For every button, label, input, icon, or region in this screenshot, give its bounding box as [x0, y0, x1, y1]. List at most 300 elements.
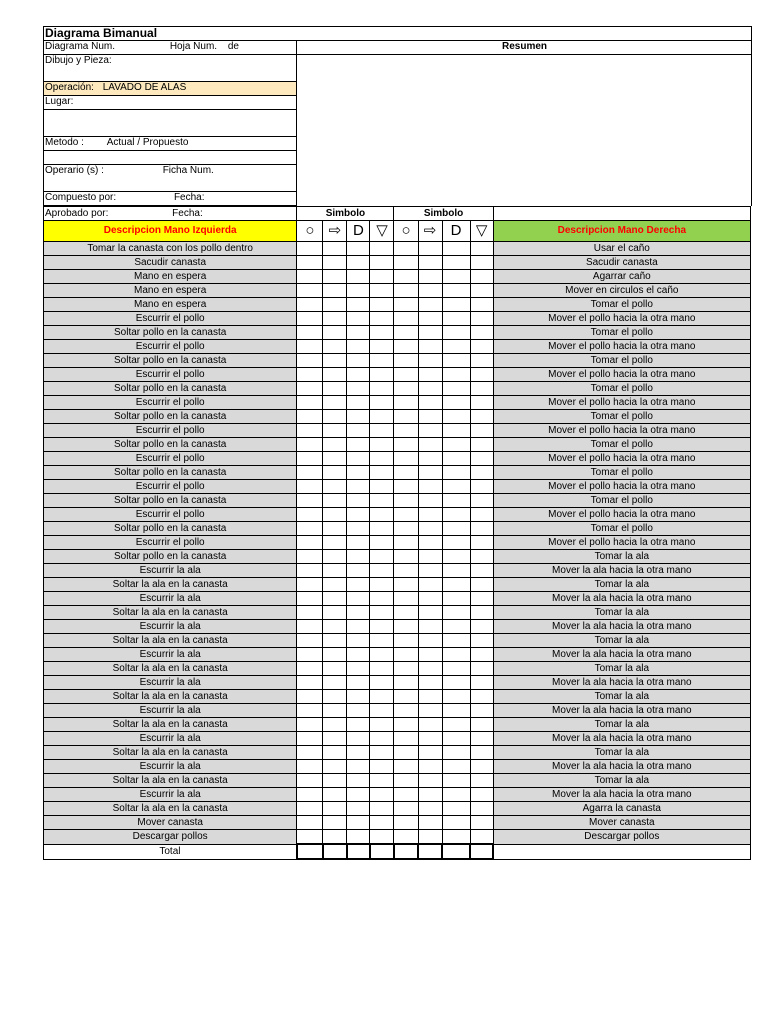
symbol-cell[interactable] [297, 438, 323, 452]
symbol-cell[interactable] [370, 480, 394, 494]
symbol-cell[interactable] [297, 788, 323, 802]
symbol-cell[interactable] [418, 396, 442, 410]
right-hand-description[interactable]: Tomar el pollo [493, 326, 750, 340]
symbol-cell[interactable] [470, 256, 493, 270]
symbol-cell[interactable] [442, 494, 470, 508]
symbol-cell[interactable] [394, 410, 418, 424]
symbol-cell[interactable] [347, 704, 370, 718]
symbol-cell[interactable] [323, 662, 347, 676]
symbol-cell[interactable] [323, 396, 347, 410]
symbol-cell[interactable] [442, 606, 470, 620]
symbol-cell[interactable] [347, 592, 370, 606]
symbol-cell[interactable] [418, 438, 442, 452]
symbol-cell[interactable] [418, 312, 442, 326]
symbol-cell[interactable] [297, 620, 323, 634]
left-hand-description[interactable]: Escurrir la ala [44, 564, 297, 578]
symbol-cell[interactable] [470, 466, 493, 480]
total-cell[interactable] [347, 844, 370, 859]
symbol-cell[interactable] [297, 410, 323, 424]
blank-cell-1[interactable] [44, 110, 297, 137]
symbol-cell[interactable] [347, 564, 370, 578]
symbol-cell[interactable] [442, 242, 470, 256]
symbol-cell[interactable] [394, 396, 418, 410]
left-hand-description[interactable]: Soltar pollo en la canasta [44, 382, 297, 396]
symbol-cell[interactable] [442, 270, 470, 284]
left-hand-description[interactable]: Sacudir canasta [44, 256, 297, 270]
total-cell[interactable] [297, 844, 323, 859]
symbol-cell[interactable] [347, 536, 370, 550]
right-hand-description[interactable]: Mover canasta [493, 816, 750, 830]
symbol-cell[interactable] [370, 718, 394, 732]
symbol-cell[interactable] [418, 732, 442, 746]
symbol-cell[interactable] [297, 382, 323, 396]
symbol-cell[interactable] [470, 732, 493, 746]
right-hand-description[interactable]: Mover la ala hacia la otra mano [493, 564, 750, 578]
symbol-cell[interactable] [297, 648, 323, 662]
symbol-cell[interactable] [442, 452, 470, 466]
symbol-cell[interactable] [418, 298, 442, 312]
right-hand-description[interactable]: Sacudir canasta [493, 256, 750, 270]
symbol-cell[interactable] [323, 760, 347, 774]
symbol-cell[interactable] [442, 690, 470, 704]
symbol-cell[interactable] [418, 760, 442, 774]
symbol-cell[interactable] [442, 676, 470, 690]
symbol-cell[interactable] [418, 606, 442, 620]
symbol-cell[interactable] [323, 480, 347, 494]
symbol-cell[interactable] [297, 396, 323, 410]
symbol-cell[interactable] [470, 634, 493, 648]
left-hand-description[interactable]: Soltar la ala en la canasta [44, 578, 297, 592]
symbol-cell[interactable] [297, 774, 323, 788]
symbol-cell[interactable] [323, 410, 347, 424]
right-hand-description[interactable]: Tomar el pollo [493, 494, 750, 508]
symbol-cell[interactable] [418, 480, 442, 494]
symbol-cell[interactable] [394, 606, 418, 620]
symbol-cell[interactable] [297, 676, 323, 690]
symbol-cell[interactable] [470, 438, 493, 452]
symbol-cell[interactable] [442, 578, 470, 592]
symbol-cell[interactable] [297, 312, 323, 326]
symbol-cell[interactable] [418, 816, 442, 830]
symbol-cell[interactable] [442, 592, 470, 606]
symbol-cell[interactable] [470, 242, 493, 256]
left-hand-description[interactable]: Soltar pollo en la canasta [44, 354, 297, 368]
symbol-cell[interactable] [323, 298, 347, 312]
symbol-cell[interactable] [370, 578, 394, 592]
symbol-cell[interactable] [370, 592, 394, 606]
symbol-cell[interactable] [370, 270, 394, 284]
symbol-cell[interactable] [394, 424, 418, 438]
operator-cell[interactable] [44, 165, 297, 192]
symbol-cell[interactable] [418, 494, 442, 508]
symbol-cell[interactable] [370, 704, 394, 718]
method-cell[interactable] [44, 137, 297, 151]
left-hand-description[interactable]: Soltar pollo en la canasta [44, 438, 297, 452]
symbol-cell[interactable] [323, 620, 347, 634]
symbol-cell[interactable] [394, 634, 418, 648]
symbol-cell[interactable] [394, 494, 418, 508]
symbol-cell[interactable] [323, 326, 347, 340]
symbol-cell[interactable] [394, 298, 418, 312]
left-hand-description[interactable]: Soltar la ala en la canasta [44, 718, 297, 732]
left-hand-description[interactable]: Soltar la ala en la canasta [44, 634, 297, 648]
symbol-cell[interactable] [297, 690, 323, 704]
right-hand-description[interactable]: Tomar la ala [493, 746, 750, 760]
left-hand-description[interactable]: Soltar la ala en la canasta [44, 802, 297, 816]
symbol-cell[interactable] [370, 788, 394, 802]
right-hand-description[interactable]: Tomar la ala [493, 718, 750, 732]
symbol-cell[interactable] [297, 340, 323, 354]
right-hand-description[interactable]: Tomar la ala [493, 550, 750, 564]
symbol-cell[interactable] [470, 480, 493, 494]
symbol-cell[interactable] [470, 354, 493, 368]
symbol-cell[interactable] [418, 676, 442, 690]
symbol-cell[interactable] [297, 494, 323, 508]
symbol-cell[interactable] [323, 690, 347, 704]
left-hand-description[interactable]: Tomar la canasta con los pollo dentro [44, 242, 297, 256]
symbol-cell[interactable] [394, 382, 418, 396]
symbol-cell[interactable] [442, 802, 470, 816]
left-hand-description[interactable]: Escurrir el pollo [44, 452, 297, 466]
right-hand-description[interactable]: Tomar la ala [493, 578, 750, 592]
symbol-cell[interactable] [418, 592, 442, 606]
symbol-cell[interactable] [442, 396, 470, 410]
symbol-cell[interactable] [470, 396, 493, 410]
symbol-cell[interactable] [418, 830, 442, 845]
left-hand-description[interactable]: Escurrir la ala [44, 592, 297, 606]
left-hand-description[interactable]: Soltar la ala en la canasta [44, 606, 297, 620]
symbol-cell[interactable] [297, 536, 323, 550]
symbol-cell[interactable] [347, 746, 370, 760]
symbol-cell[interactable] [470, 298, 493, 312]
right-hand-description[interactable]: Tomar el pollo [493, 298, 750, 312]
symbol-cell[interactable] [347, 284, 370, 298]
symbol-cell[interactable] [347, 648, 370, 662]
symbol-cell[interactable] [470, 578, 493, 592]
symbol-cell[interactable] [394, 256, 418, 270]
symbol-cell[interactable] [323, 564, 347, 578]
symbol-cell[interactable] [470, 382, 493, 396]
symbol-cell[interactable] [394, 690, 418, 704]
right-hand-description[interactable]: Descargar pollos [493, 830, 750, 845]
left-hand-description[interactable]: Escurrir la ala [44, 760, 297, 774]
left-hand-description[interactable]: Descargar pollos [44, 830, 297, 845]
symbol-cell[interactable] [347, 718, 370, 732]
symbol-cell[interactable] [442, 480, 470, 494]
symbol-cell[interactable] [442, 508, 470, 522]
symbol-cell[interactable] [370, 550, 394, 564]
right-hand-description[interactable]: Tomar el pollo [493, 410, 750, 424]
total-cell[interactable] [394, 844, 418, 859]
symbol-cell[interactable] [297, 508, 323, 522]
left-hand-description[interactable]: Mano en espera [44, 298, 297, 312]
symbol-cell[interactable] [347, 550, 370, 564]
symbol-cell[interactable] [323, 452, 347, 466]
symbol-cell[interactable] [370, 312, 394, 326]
symbol-cell[interactable] [323, 746, 347, 760]
symbol-cell[interactable] [297, 802, 323, 816]
left-hand-description[interactable]: Escurrir la ala [44, 648, 297, 662]
symbol-cell[interactable] [470, 830, 493, 845]
symbol-cell[interactable] [347, 634, 370, 648]
symbol-cell[interactable] [370, 564, 394, 578]
symbol-cell[interactable] [418, 774, 442, 788]
right-hand-description[interactable]: Mover el pollo hacia la otra mano [493, 368, 750, 382]
symbol-cell[interactable] [347, 452, 370, 466]
symbol-cell[interactable] [418, 242, 442, 256]
symbol-cell[interactable] [418, 522, 442, 536]
symbol-cell[interactable] [394, 816, 418, 830]
symbol-cell[interactable] [470, 494, 493, 508]
symbol-cell[interactable] [323, 466, 347, 480]
symbol-cell[interactable] [418, 704, 442, 718]
symbol-cell[interactable] [370, 284, 394, 298]
symbol-cell[interactable] [347, 438, 370, 452]
symbol-cell[interactable] [470, 522, 493, 536]
symbol-cell[interactable] [323, 816, 347, 830]
symbol-cell[interactable] [297, 830, 323, 845]
symbol-cell[interactable] [418, 620, 442, 634]
symbol-cell[interactable] [370, 452, 394, 466]
symbol-cell[interactable] [394, 676, 418, 690]
symbol-cell[interactable] [394, 438, 418, 452]
symbol-cell[interactable] [394, 466, 418, 480]
symbol-cell[interactable] [347, 732, 370, 746]
symbol-cell[interactable] [323, 340, 347, 354]
symbol-cell[interactable] [470, 536, 493, 550]
symbol-cell[interactable] [418, 354, 442, 368]
symbol-cell[interactable] [470, 326, 493, 340]
right-hand-description[interactable]: Mover la ala hacia la otra mano [493, 732, 750, 746]
symbol-cell[interactable] [418, 452, 442, 466]
symbol-cell[interactable] [442, 340, 470, 354]
symbol-cell[interactable] [370, 746, 394, 760]
symbol-cell[interactable] [297, 368, 323, 382]
symbol-cell[interactable] [370, 774, 394, 788]
symbol-cell[interactable] [297, 452, 323, 466]
symbol-cell[interactable] [418, 466, 442, 480]
symbol-cell[interactable] [418, 270, 442, 284]
symbol-cell[interactable] [323, 368, 347, 382]
left-hand-description[interactable]: Escurrir la ala [44, 788, 297, 802]
symbol-cell[interactable] [370, 536, 394, 550]
left-hand-description[interactable]: Escurrir la ala [44, 620, 297, 634]
right-hand-description[interactable]: Mover el pollo hacia la otra mano [493, 312, 750, 326]
right-hand-description[interactable]: Mover el pollo hacia la otra mano [493, 536, 750, 550]
symbol-cell[interactable] [442, 410, 470, 424]
symbol-cell[interactable] [370, 606, 394, 620]
symbol-cell[interactable] [323, 830, 347, 845]
symbol-cell[interactable] [442, 816, 470, 830]
symbol-cell[interactable] [394, 340, 418, 354]
symbol-cell[interactable] [394, 284, 418, 298]
right-hand-description[interactable]: Mover la ala hacia la otra mano [493, 592, 750, 606]
right-hand-description[interactable]: Mover en circulos el caño [493, 284, 750, 298]
symbol-cell[interactable] [323, 704, 347, 718]
symbol-cell[interactable] [470, 802, 493, 816]
symbol-cell[interactable] [470, 746, 493, 760]
left-hand-description[interactable]: Soltar pollo en la canasta [44, 522, 297, 536]
symbol-cell[interactable] [370, 648, 394, 662]
symbol-cell[interactable] [470, 452, 493, 466]
right-hand-description[interactable]: Tomar la ala [493, 606, 750, 620]
symbol-cell[interactable] [347, 410, 370, 424]
right-hand-description[interactable]: Tomar la ala [493, 774, 750, 788]
right-hand-description[interactable]: Agarrar caño [493, 270, 750, 284]
symbol-cell[interactable] [394, 578, 418, 592]
symbol-cell[interactable] [297, 606, 323, 620]
symbol-cell[interactable] [442, 718, 470, 732]
symbol-cell[interactable] [394, 312, 418, 326]
symbol-cell[interactable] [347, 774, 370, 788]
symbol-cell[interactable] [442, 746, 470, 760]
symbol-cell[interactable] [470, 704, 493, 718]
left-hand-description[interactable]: Soltar pollo en la canasta [44, 494, 297, 508]
right-hand-description[interactable]: Tomar la ala [493, 690, 750, 704]
symbol-cell[interactable] [370, 732, 394, 746]
symbol-cell[interactable] [370, 676, 394, 690]
symbol-cell[interactable] [418, 788, 442, 802]
symbol-cell[interactable] [323, 270, 347, 284]
symbol-cell[interactable] [323, 424, 347, 438]
symbol-cell[interactable] [394, 242, 418, 256]
symbol-cell[interactable] [418, 802, 442, 816]
symbol-cell[interactable] [418, 634, 442, 648]
left-hand-description[interactable]: Soltar pollo en la canasta [44, 466, 297, 480]
symbol-cell[interactable] [418, 550, 442, 564]
symbol-cell[interactable] [323, 550, 347, 564]
symbol-cell[interactable] [418, 648, 442, 662]
symbol-cell[interactable] [370, 830, 394, 845]
symbol-cell[interactable] [323, 774, 347, 788]
left-hand-description[interactable]: Escurrir el pollo [44, 536, 297, 550]
symbol-cell[interactable] [347, 480, 370, 494]
right-hand-description[interactable]: Mover la ala hacia la otra mano [493, 648, 750, 662]
blank-cell-2[interactable] [44, 151, 297, 165]
symbol-cell[interactable] [470, 312, 493, 326]
symbol-cell[interactable] [347, 522, 370, 536]
symbol-cell[interactable] [347, 578, 370, 592]
left-hand-description[interactable]: Soltar pollo en la canasta [44, 326, 297, 340]
left-hand-description[interactable]: Escurrir la ala [44, 676, 297, 690]
symbol-cell[interactable] [297, 256, 323, 270]
symbol-cell[interactable] [442, 620, 470, 634]
symbol-cell[interactable] [297, 466, 323, 480]
symbol-cell[interactable] [442, 550, 470, 564]
symbol-cell[interactable] [394, 368, 418, 382]
symbol-cell[interactable] [442, 788, 470, 802]
left-hand-description[interactable]: Escurrir el pollo [44, 396, 297, 410]
symbol-cell[interactable] [297, 480, 323, 494]
symbol-cell[interactable] [418, 718, 442, 732]
symbol-cell[interactable] [323, 382, 347, 396]
symbol-cell[interactable] [470, 270, 493, 284]
right-hand-description[interactable]: Tomar el pollo [493, 382, 750, 396]
symbol-cell[interactable] [347, 270, 370, 284]
symbol-cell[interactable] [370, 242, 394, 256]
symbol-cell[interactable] [297, 662, 323, 676]
symbol-cell[interactable] [347, 816, 370, 830]
symbol-cell[interactable] [347, 690, 370, 704]
symbol-cell[interactable] [470, 368, 493, 382]
symbol-cell[interactable] [442, 662, 470, 676]
symbol-cell[interactable] [297, 634, 323, 648]
left-hand-description[interactable]: Escurrir el pollo [44, 424, 297, 438]
symbol-cell[interactable] [347, 382, 370, 396]
symbol-cell[interactable] [370, 354, 394, 368]
symbol-cell[interactable] [442, 326, 470, 340]
right-hand-description[interactable]: Mover la ala hacia la otra mano [493, 760, 750, 774]
symbol-cell[interactable] [370, 368, 394, 382]
symbol-cell[interactable] [323, 606, 347, 620]
diagram-num-cell[interactable] [44, 41, 297, 55]
right-hand-description[interactable]: Mover el pollo hacia la otra mano [493, 480, 750, 494]
symbol-cell[interactable] [394, 564, 418, 578]
symbol-cell[interactable] [394, 732, 418, 746]
symbol-cell[interactable] [394, 704, 418, 718]
left-hand-description[interactable]: Soltar pollo en la canasta [44, 550, 297, 564]
right-hand-description[interactable]: Usar el caño [493, 242, 750, 256]
symbol-cell[interactable] [370, 522, 394, 536]
right-hand-description[interactable]: Mover el pollo hacia la otra mano [493, 424, 750, 438]
right-hand-description[interactable]: Mover la ala hacia la otra mano [493, 704, 750, 718]
right-hand-description[interactable]: Tomar la ala [493, 662, 750, 676]
drawing-cell[interactable] [44, 55, 297, 82]
symbol-cell[interactable] [323, 648, 347, 662]
symbol-cell[interactable] [347, 312, 370, 326]
symbol-cell[interactable] [370, 256, 394, 270]
symbol-cell[interactable] [370, 298, 394, 312]
operation-cell[interactable] [44, 82, 297, 96]
symbol-cell[interactable] [323, 578, 347, 592]
right-hand-description[interactable]: Tomar el pollo [493, 522, 750, 536]
symbol-cell[interactable] [297, 354, 323, 368]
right-hand-description[interactable]: Mover el pollo hacia la otra mano [493, 396, 750, 410]
symbol-cell[interactable] [347, 256, 370, 270]
symbol-cell[interactable] [297, 592, 323, 606]
symbol-cell[interactable] [442, 298, 470, 312]
symbol-cell[interactable] [418, 410, 442, 424]
symbol-cell[interactable] [394, 648, 418, 662]
symbol-cell[interactable] [394, 550, 418, 564]
symbol-cell[interactable] [370, 410, 394, 424]
symbol-cell[interactable] [442, 368, 470, 382]
symbol-cell[interactable] [442, 522, 470, 536]
symbol-cell[interactable] [323, 732, 347, 746]
symbol-cell[interactable] [418, 284, 442, 298]
symbol-cell[interactable] [470, 662, 493, 676]
symbol-cell[interactable] [470, 410, 493, 424]
symbol-cell[interactable] [370, 802, 394, 816]
symbol-cell[interactable] [442, 704, 470, 718]
symbol-cell[interactable] [370, 634, 394, 648]
symbol-cell[interactable] [323, 718, 347, 732]
symbol-cell[interactable] [370, 662, 394, 676]
symbol-cell[interactable] [394, 774, 418, 788]
symbol-cell[interactable] [347, 662, 370, 676]
symbol-cell[interactable] [418, 508, 442, 522]
symbol-cell[interactable] [297, 550, 323, 564]
symbol-cell[interactable] [442, 354, 470, 368]
symbol-cell[interactable] [370, 620, 394, 634]
symbol-cell[interactable] [442, 830, 470, 845]
symbol-cell[interactable] [442, 312, 470, 326]
symbol-cell[interactable] [323, 676, 347, 690]
symbol-cell[interactable] [394, 802, 418, 816]
symbol-cell[interactable] [347, 340, 370, 354]
symbol-cell[interactable] [370, 424, 394, 438]
symbol-cell[interactable] [297, 564, 323, 578]
